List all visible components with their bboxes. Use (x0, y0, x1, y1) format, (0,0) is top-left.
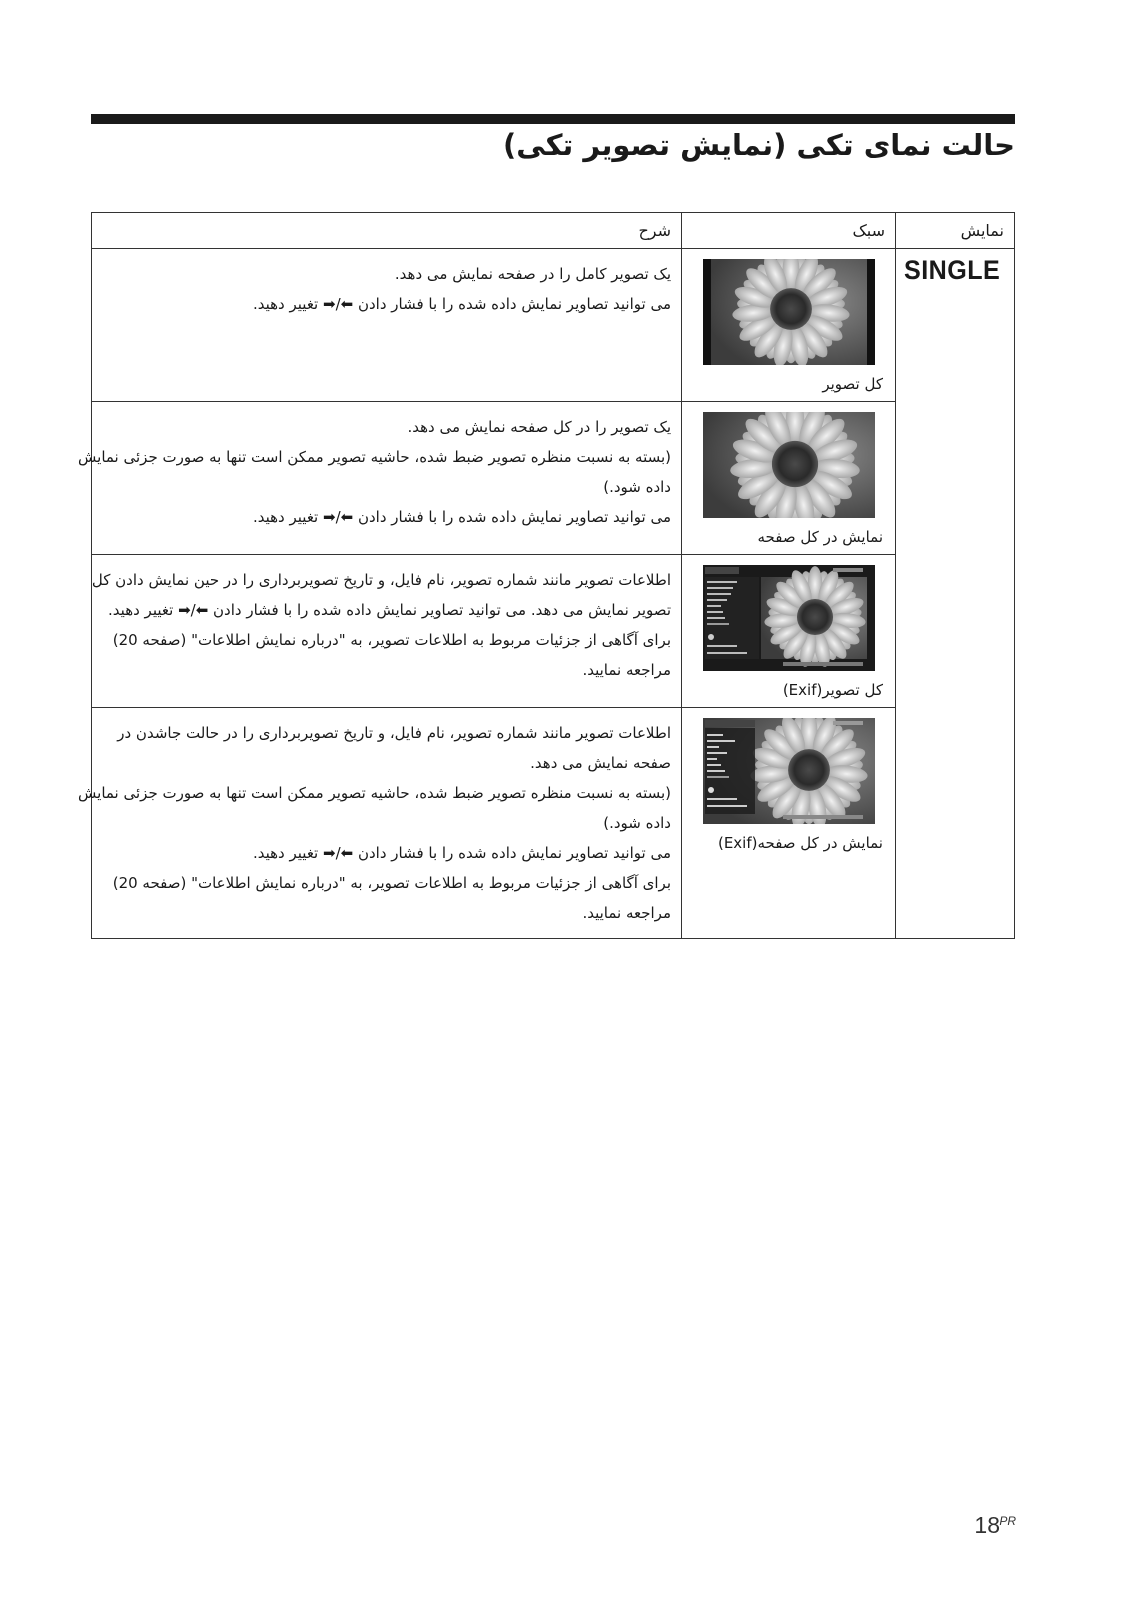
description-line: (بسته به نسبت منظره تصویر ضبط شده، حاشیه تصویر ممکن است تنها به صورت جزئی نمایش (78, 784, 671, 802)
table-row (92, 402, 1015, 555)
description-line: داده شود.) (603, 814, 671, 832)
style-cell (682, 249, 896, 402)
description-line: اطلاعات تصویر مانند شماره تصویر، نام فایل، و تاریخ تصویربرداری را در حالت جاشدن در (117, 724, 671, 742)
description-line: برای آگاهی از جزئیات مربوط به اطلاعات تصویر، به "درباره نمایش اطلاعات" (صفحه 20) (112, 631, 671, 649)
sunflower-exif-whole-thumbnail (703, 565, 875, 671)
style-caption: کل تصویر (822, 375, 883, 393)
description-line: اطلاعات تصویر مانند شماره تصویر، نام فایل، و تاریخ تصویربرداری را در حین نمایش دادن کل (91, 571, 671, 589)
description-line: صفحه نمایش می دهد. (530, 754, 671, 772)
page-number: 18 (974, 1512, 1000, 1538)
display-mode-label: SINGLE (904, 255, 1001, 285)
description-cell (92, 555, 682, 708)
description-line: (بسته به نسبت منظره تصویر ضبط شده، حاشیه تصویر ممکن است تنها به صورت جزئی نمایش (78, 448, 671, 466)
title-rule (91, 114, 1015, 124)
description-line: می توانید تصاویر نمایش داده شده را با فشار دادن ⬅/➡ تغییر دهید. (252, 508, 671, 526)
table-row (92, 555, 1015, 708)
header-description: شرح (92, 213, 682, 249)
sunflower-full-screen-thumbnail (703, 412, 875, 518)
header-display: نمایش (896, 213, 1015, 249)
description-line: می توانید تصاویر نمایش داده شده را با فشار دادن ⬅/➡ تغییر دهید. (252, 295, 671, 313)
table-row (92, 249, 1015, 402)
description-line: مراجعه نمایید. (582, 661, 671, 679)
table-row (92, 708, 1015, 939)
style-cell (682, 402, 896, 555)
style-cell (682, 555, 896, 708)
sunflower-whole-image-thumbnail (703, 259, 875, 365)
description-line: داده شود.) (603, 478, 671, 496)
style-cell (682, 708, 896, 939)
description-line: مراجعه نمایید. (582, 904, 671, 922)
style-caption: نمایش در کل صفحه(Exif) (717, 834, 883, 852)
display-mode-table (78, 212, 1015, 939)
description-cell (92, 249, 682, 402)
style-caption: کل تصویر(Exif) (782, 681, 883, 699)
description-line: می توانید تصاویر نمایش داده شده را با فشار دادن ⬅/➡ تغییر دهید. (252, 844, 671, 862)
description-cell (78, 402, 682, 555)
display-mode-cell (896, 249, 1015, 939)
description-line: برای آگاهی از جزئیات مربوط به اطلاعات تصویر، به "درباره نمایش اطلاعات" (صفحه 20) (112, 874, 671, 892)
description-line: یک تصویر کامل را در صفحه نمایش می دهد. (394, 265, 671, 283)
page-title: حالت نمای تکی (نمایش تصویر تکی) (502, 128, 1015, 162)
style-caption: نمایش در کل صفحه (757, 528, 883, 546)
description-line: یک تصویر را در کل صفحه نمایش می دهد. (407, 418, 671, 436)
description-cell (78, 708, 682, 939)
header-style: سبک (682, 213, 896, 249)
page-language-code: PR (999, 1514, 1016, 1528)
description-line: تصویر نمایش می دهد. می توانید تصاویر نمایش داده شده را با فشار دادن ⬅/➡ تغییر دهید. (108, 601, 671, 619)
sunflower-exif-full-screen-thumbnail (703, 718, 875, 824)
